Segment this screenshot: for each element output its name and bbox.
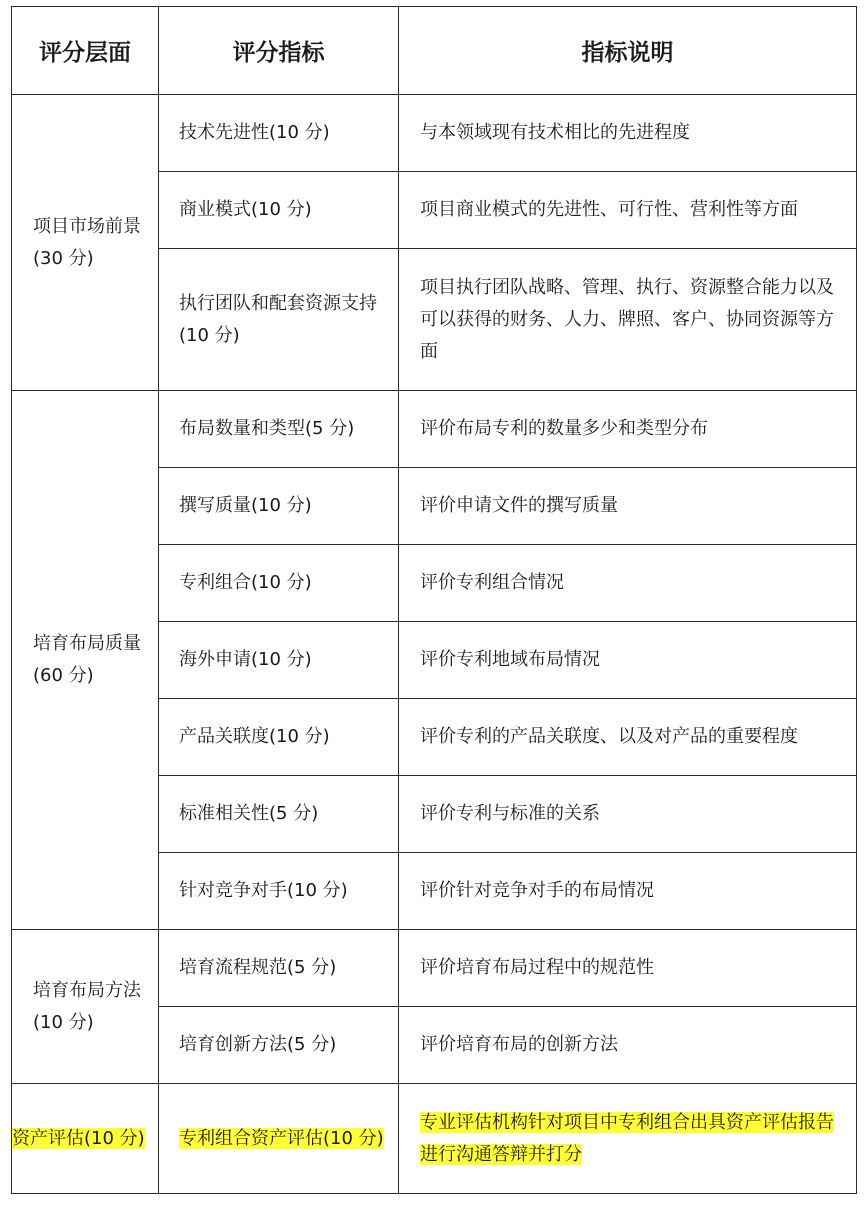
description-cell: [399, 172, 857, 249]
description-cell: [399, 1007, 857, 1084]
indicator-label: 专利组合资产评估(10 分): [179, 1127, 384, 1149]
indicator-cell: [159, 249, 399, 391]
description-cell: [399, 776, 857, 853]
description-text: 评价针对竞争对手的布局情况: [420, 880, 654, 901]
table-row: [12, 95, 857, 172]
indicator-label: 标准相关性(5 分): [179, 803, 319, 824]
indicator-cell: [159, 622, 399, 699]
table-row: [12, 391, 857, 468]
indicator-cell: [159, 1084, 399, 1194]
indicator-cell: [159, 545, 399, 622]
description-cell: [399, 622, 857, 699]
level-label: 资产评估(10 分): [12, 1127, 145, 1149]
indicator-label: 撰写质量(10 分): [179, 495, 312, 516]
description-text: 评价培育布局过程中的规范性: [420, 957, 654, 978]
header-description: 指标说明: [399, 7, 857, 95]
indicator-cell: [159, 776, 399, 853]
header-indicator: 评分指标: [159, 7, 399, 95]
description-text: 评价申请文件的撰写质量: [420, 495, 618, 516]
description-text: 评价专利地域布局情况: [420, 649, 600, 670]
description-cell: [399, 468, 857, 545]
description-cell: [399, 853, 857, 930]
table-row: [12, 930, 857, 1007]
indicator-label: 海外申请(10 分): [179, 649, 312, 670]
description-text: 评价专利与标准的关系: [420, 803, 600, 824]
description-text: 评价专利组合情况: [420, 572, 564, 593]
indicator-cell: [159, 853, 399, 930]
description-cell: [399, 699, 857, 776]
description-cell: [399, 930, 857, 1007]
indicator-cell: [159, 930, 399, 1007]
table-row: [12, 1084, 857, 1194]
description-text: 与本领域现有技术相比的先进程度: [420, 122, 690, 143]
level-label: 培育布局方法(10 分): [33, 979, 141, 1033]
description-text: 评价布局专利的数量多少和类型分布: [420, 418, 708, 439]
indicator-cell: [159, 172, 399, 249]
indicator-cell: [159, 1007, 399, 1084]
indicator-cell: [159, 391, 399, 468]
description-cell: [399, 95, 857, 172]
indicator-label: 培育创新方法(5 分): [179, 1034, 337, 1055]
header-row: [12, 7, 857, 95]
description-text: 评价培育布局的创新方法: [420, 1034, 618, 1055]
description-text: 评价专利的产品关联度、以及对产品的重要程度: [420, 726, 798, 747]
indicator-cell: [159, 95, 399, 172]
level-cell: [12, 930, 159, 1084]
description-text: 专业评估机构针对项目中专利组合出具资产评估报告进行沟通答辩并打分: [420, 1111, 834, 1165]
scoring-table: [11, 6, 857, 1194]
description-cell: [399, 545, 857, 622]
description-text: 项目商业模式的先进性、可行性、营利性等方面: [420, 199, 798, 220]
indicator-label: 专利组合(10 分): [179, 572, 312, 593]
description-cell: [399, 391, 857, 468]
description-cell: [399, 249, 857, 391]
header-level: 评分层面: [12, 7, 159, 95]
level-cell: [12, 391, 159, 930]
indicator-cell: [159, 699, 399, 776]
indicator-label: 针对竞争对手(10 分): [179, 880, 348, 901]
indicator-label: 执行团队和配套资源支持(10 分): [179, 292, 377, 346]
indicator-cell: [159, 468, 399, 545]
level-cell: [12, 1084, 159, 1194]
indicator-label: 布局数量和类型(5 分): [179, 418, 355, 439]
indicator-label: 商业模式(10 分): [179, 199, 312, 220]
indicator-label: 培育流程规范(5 分): [179, 957, 337, 978]
level-cell: [12, 95, 159, 391]
description-text: 项目执行团队战略、管理、执行、资源整合能力以及可以获得的财务、人力、牌照、客户、协同资源等方面: [420, 276, 834, 362]
indicator-label: 产品关联度(10 分): [179, 726, 330, 747]
indicator-label: 技术先进性(10 分): [179, 122, 330, 143]
level-label: 培育布局质量(60 分): [33, 633, 141, 686]
level-label: 项目市场前景(30 分): [33, 215, 141, 269]
description-cell: [399, 1084, 857, 1194]
